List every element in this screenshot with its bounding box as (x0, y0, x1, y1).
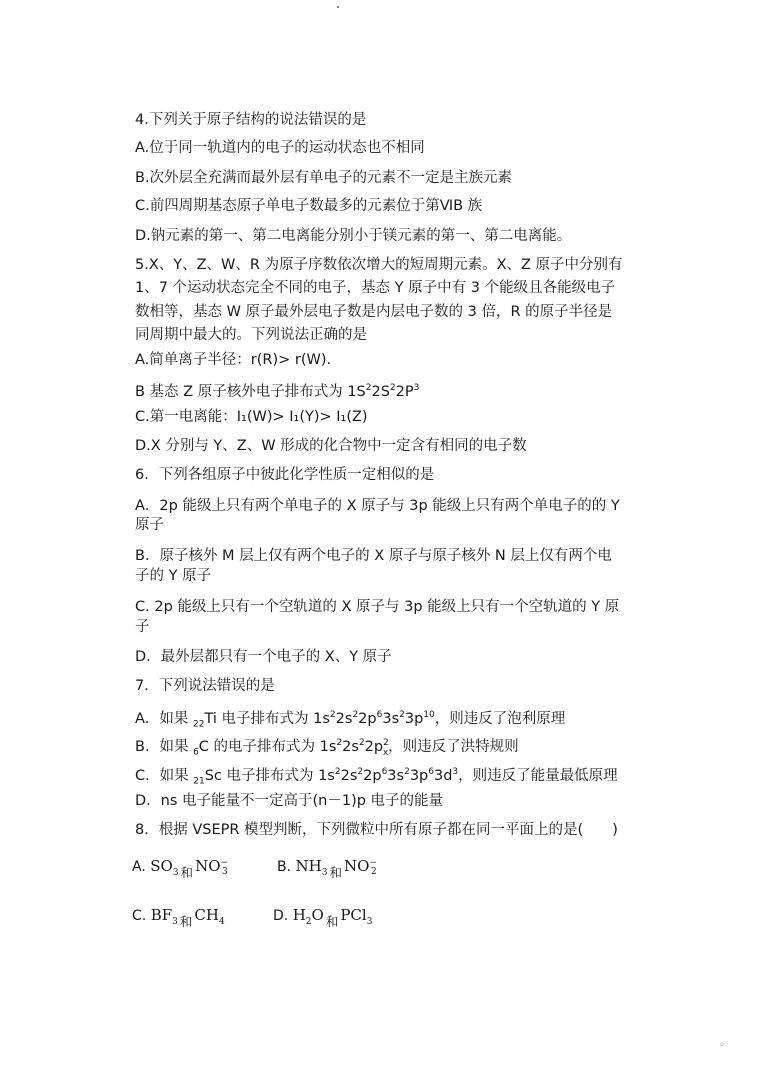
q5-stem-line2: 1、7 个运动状态完全不同的电子，基态 Y 原子中有 3 个能级且各能级电子 (135, 280, 616, 296)
q7-b-element: C 的电子排布式为 1s (198, 738, 337, 755)
q8-option-a (132, 856, 228, 883)
q8-a-he: 和 (180, 865, 194, 880)
q4-stem: 4.下列关于原子结构的说法错误的是 (135, 112, 367, 128)
q5-stem-line3: 数相等，基态 W 原子最外层电子数是内层电子数的 3 倍，R 的原子半径是 (135, 304, 613, 320)
q7-c-element: Sc 电子排布式为 1s (204, 767, 335, 784)
q5-option-a: A.简单离子半径：r(R)> r(W). (135, 352, 332, 368)
q8-a-label: A. (132, 859, 146, 875)
scan-corner-mark: ◦ (719, 1040, 725, 1051)
q6-option-d: D．最外层都只有一个电子的 X、Y 原子 (135, 649, 392, 665)
q6-option-a-line2: 原子 (135, 517, 164, 533)
q7-a-suffix: ，则违反了泡利原理 (434, 710, 566, 727)
formula-no2-ion: $NO^-_2$ (343, 857, 377, 877)
q7-option-d: D．ns 电子能量不一定高于(n－1)p 电子的能量 (135, 793, 444, 809)
q5-stem-line1: 5.X、Y、Z、W、R 为原子序数依次增大的短周期元素。X、Z 原子中分别有 (135, 257, 623, 273)
q7-b-prefix: B．如果 (135, 738, 194, 755)
q6-option-a-line1: A．2p 能级上只有两个单电子的 X 原子与 3p 能级上只有两个单电子的的 Y (135, 498, 620, 514)
q8-b-he: 和 (329, 865, 342, 880)
q8-stem: 8．根据 VSEPR 模型判断，下列微粒中所有原子都在同一平面上的是( ) (135, 822, 618, 838)
q7-option-a: A．如果 $_{22}$Ti 电子排布式为 $1s^22s^22p^63s^23p^{10}$，则违反了泡利原理 (135, 710, 566, 730)
q6-option-b-line2: 子的 Y 原子 (135, 568, 212, 584)
q8-option-b (277, 856, 377, 883)
formula-no3-ion: $NO^-_3$ (195, 857, 229, 877)
q7-a-element: Ti 电子排布式为 1s (204, 710, 330, 727)
q8-d-label: D. (273, 908, 289, 924)
q8-c-label: C. (132, 908, 147, 924)
q4-option-d: D.钠元素的第一、第二电离能分别小于镁元素的第一、第二电离能。 (135, 228, 572, 244)
formula-pcl3: PCl$_3$ (340, 906, 373, 927)
q8-option-c (132, 905, 225, 932)
q8-c-he: 和 (179, 914, 193, 929)
formula-bf3: $BF_3$ (150, 906, 178, 927)
formula-ch4: $CH_4$ (194, 906, 225, 927)
q7-c-prefix: C．如果 (135, 767, 194, 784)
q6-option-c-line2: 子 (135, 619, 150, 635)
scan-dot (337, 6, 339, 8)
formula-h2o: $H_2O$ (292, 906, 324, 927)
q8-option-d (273, 905, 372, 932)
q8-d-he: 和 (325, 914, 339, 929)
q5-option-b: B 基态 Z 原子核外电子排布式为 $1S^22S^22P^3$ (135, 383, 420, 400)
q4-option-a: A.位于同一轨道内的电子的运动状态也不相同 (135, 140, 425, 156)
formula-nh3: $NH_3$ (295, 857, 328, 878)
q7-stem: 7．下列说法错误的是 (135, 678, 275, 694)
q6-option-c-line1: C. 2p 能级上只有一个空轨道的 X 原子与 3p 能级上只有一个空轨道的 Y 原 (135, 599, 620, 615)
formula-so3: $SO_3$ (150, 857, 179, 878)
q7-option-b: B．如果 $_6$C 的电子排布式为 $1s^22s^22p^2_x$，则违反了洪特规则 (135, 738, 519, 758)
q7-a-prefix: A．如果 (135, 710, 194, 727)
q7-b-suffix: ，则违反了洪特规则 (388, 738, 519, 755)
q7-option-c: C．如果 $_{21}$Sc 电子排布式为 $1s^22s^22p^63s^23p^63d^3$，则违反了能量最低原理 (135, 767, 618, 787)
q5-option-c: C.第一电离能：I₁(W)> I₁(Y)> I₁(Z) (135, 409, 368, 425)
q7-c-suffix: ，则违反了能量最低原理 (458, 767, 618, 784)
q5-option-b-text: B 基态 Z 原子核外电子排布式为 1S (135, 383, 366, 400)
q6-option-b-line1: B．原子核外 M 层上仅有两个电子的 X 原子与原子核外 N 层上仅有两个电 (135, 548, 612, 564)
q4-option-c: C.前四周期基态原子单电子数最多的元素位于第ⅥB 族 (135, 198, 483, 214)
q8-b-label: B. (277, 859, 292, 875)
q5-stem-line4: 同周期中最大的。下列说法正确的是 (135, 327, 367, 343)
q6-stem: 6．下列各组原子中彼此化学性质一定相似的是 (135, 467, 435, 483)
q4-option-b: B.次外层全充满而最外层有单电子的元素不一定是主族元素 (135, 170, 513, 186)
q5-option-d: D.X 分别与 Y、Z、W 形成的化合物中一定含有相同的电子数 (135, 438, 527, 454)
